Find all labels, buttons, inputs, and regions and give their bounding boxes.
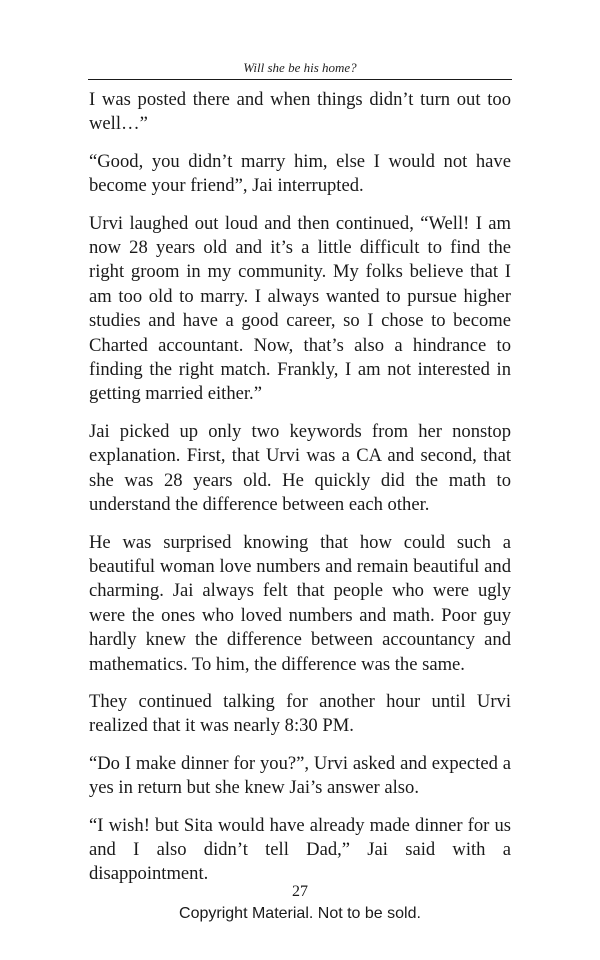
- copyright-notice: Copyright Material. Not to be sold.: [179, 905, 421, 922]
- paragraph: I was posted there and when things didn’t turn out too well…”: [89, 89, 511, 135]
- paragraph: He was surprised knowing that how could such a beautiful woman love numbers and remain beautiful and charming. Jai always felt that people who were ugly were the ones who loved numbers and math. Poor guy hardly knew the difference between accountancy and mathematics. To him, the difference was the same.: [89, 531, 511, 675]
- paragraph: “Good, you didn’t marry him, else I would not have become your friend”, Jai interrupted.: [89, 150, 511, 197]
- paragraph: “I wish! but Sita would have already made dinner for us and I also didn’t tell Dad,” Jai said with a disappointment.: [89, 814, 511, 885]
- paragraph: “Do I make dinner for you?”, Urvi asked and expected a yes in return but she knew Jai’s answer also.: [89, 752, 511, 799]
- paragraph: Jai picked up only two keywords from her nonstop explanation. First, that Urvi was a CA and second, that she was 28 years old. He quickly did the math to understand the difference between each other.: [89, 420, 511, 516]
- body-text: [89, 88, 511, 900]
- paragraph: They continued talking for another hour until Urvi realized that it was nearly 8:30 PM.: [89, 690, 511, 737]
- running-header: Will she be his home?: [243, 60, 357, 75]
- page-number: 27: [292, 883, 308, 900]
- paragraph: Urvi laughed out loud and then continued, “Well! I am now 28 years old and it’s a little difficult to find the right groom in my community. My folks believe that I am too old to marry. I always wanted to pursue higher studies and have a good career, so I chose to become Charted accountant. Now, that’s also a hindrance to finding the right match. Frankly, I am not interested in getting married either.”: [89, 212, 511, 405]
- header-rule: [88, 79, 512, 80]
